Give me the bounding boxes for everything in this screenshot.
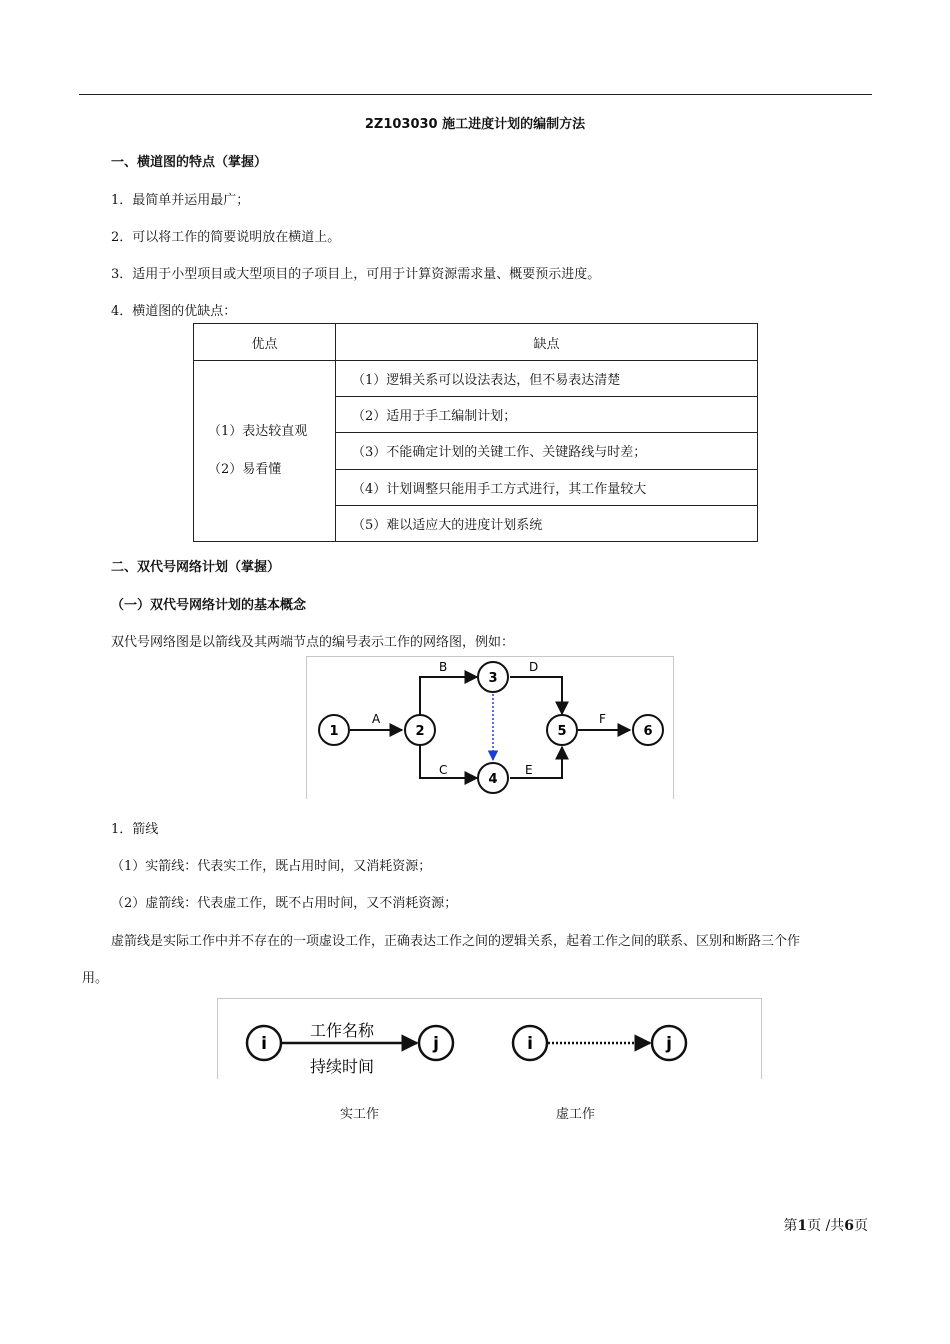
activity-label-b: B [439, 660, 448, 674]
activity-label-a: A [372, 712, 381, 726]
activity-label-f: F [599, 712, 606, 726]
real-work-diagram [247, 1021, 453, 1076]
section1-item-1: 1．最简单并运用最广； [111, 193, 250, 208]
node-6-label: 6 [643, 724, 653, 739]
network-diagram [307, 657, 673, 799]
footer-suffix: 页 [854, 1218, 868, 1234]
table-header-cons: 缺点 [336, 324, 758, 361]
section1-item-2: 2．可以将工作的简要说明放在横道上。 [111, 230, 341, 245]
header-rule [79, 94, 872, 95]
footer-page-number: 1 [797, 1218, 808, 1234]
work-legend-frame [217, 998, 762, 1079]
node-4 [478, 763, 508, 793]
dummy-node-i-label: i [527, 1034, 533, 1054]
activity-label-e: E [525, 763, 533, 777]
section1-item-3: 3．适用于小型项目或大型项目的子项目上，可用于计算资源需求量、概要预示进度。 [111, 267, 601, 282]
advantages-cell [194, 361, 336, 542]
disadvantage-3: （3）不能确定计划的关键工作、关键路线与时差； [336, 433, 758, 469]
disadvantage-1: （1）逻辑关系可以设法表达，但不易表达清楚 [336, 361, 758, 397]
footer-prefix: 第 [783, 1218, 798, 1234]
dashed-arrow-desc: （2）虚箭线：代表虚工作，既不占用时间，又不消耗资源； [111, 896, 458, 911]
node-4-label: 4 [488, 772, 498, 787]
caption-real-work: 实工作 [340, 1107, 380, 1122]
solid-arrow-desc: （1）实箭线：代表实工作，既占用时间，又消耗资源； [111, 859, 432, 874]
caption-dummy-work: 虚工作 [556, 1107, 596, 1122]
node-6 [633, 715, 663, 745]
advantage-1: （1）表达较直观 [208, 424, 308, 439]
node-3 [478, 662, 508, 692]
node-3-label: 3 [488, 671, 498, 686]
section1-item-4: 4．横道图的优缺点： [111, 304, 237, 319]
node-i-label: i [261, 1034, 267, 1054]
page-footer [783, 1215, 868, 1235]
work-legend-diagram [218, 999, 761, 1079]
activity-b-arrow [420, 677, 477, 715]
network-diagram-frame [306, 656, 674, 799]
document-title: 2Z103030 施工进度计划的编制方法 [364, 117, 586, 132]
dummy-paragraph-line1: 虚箭线是实际工作中并不存在的一项虚设工作，正确表达工作之间的逻辑关系，起着工作之间的联系、区别和断路三个作 [111, 934, 801, 949]
table-header-pros: 优点 [194, 324, 336, 361]
node-j-label: j [433, 1034, 439, 1054]
dummy-node-j-label: j [666, 1034, 672, 1054]
node-5-label: 5 [557, 724, 567, 739]
activity-label-c: C [439, 763, 448, 777]
pros-cons-table [193, 323, 758, 542]
node-2 [405, 715, 435, 745]
duration-label: 持续时间 [309, 1057, 375, 1076]
node-1 [319, 715, 349, 745]
section1-heading: 一、横道图的特点（掌握） [111, 155, 268, 170]
disadvantage-4: （4）计划调整只能用手工方式进行，其工作量较大 [336, 469, 758, 505]
activity-c-arrow [420, 745, 477, 778]
section2-heading: 二、双代号网络计划（掌握） [111, 560, 281, 575]
disadvantage-2: （2）适用于手工编制计划； [336, 397, 758, 433]
section2-subheading: （一）双代号网络计划的基本概念 [111, 598, 307, 613]
advantage-2: （2）易看懂 [208, 462, 282, 477]
work-name-label: 工作名称 [309, 1021, 375, 1040]
node-1-label: 1 [329, 724, 339, 739]
footer-mid: 页 /共 [807, 1218, 845, 1234]
node-2-label: 2 [415, 724, 425, 739]
node-5 [547, 715, 577, 745]
disadvantage-5: （5）难以适应大的进度计划系统 [336, 505, 758, 541]
activity-d-arrow [510, 677, 562, 714]
network-intro: 双代号网络图是以箭线及其两端节点的编号表示工作的网络图，例如： [111, 635, 515, 650]
activity-label-d: D [529, 660, 539, 674]
dummy-work-diagram [513, 1026, 686, 1060]
footer-total-pages: 6 [844, 1218, 854, 1234]
activity-e-arrow [510, 747, 562, 778]
dummy-paragraph-line2: 用。 [82, 971, 109, 986]
arrow-heading: 1．箭线 [111, 822, 159, 837]
